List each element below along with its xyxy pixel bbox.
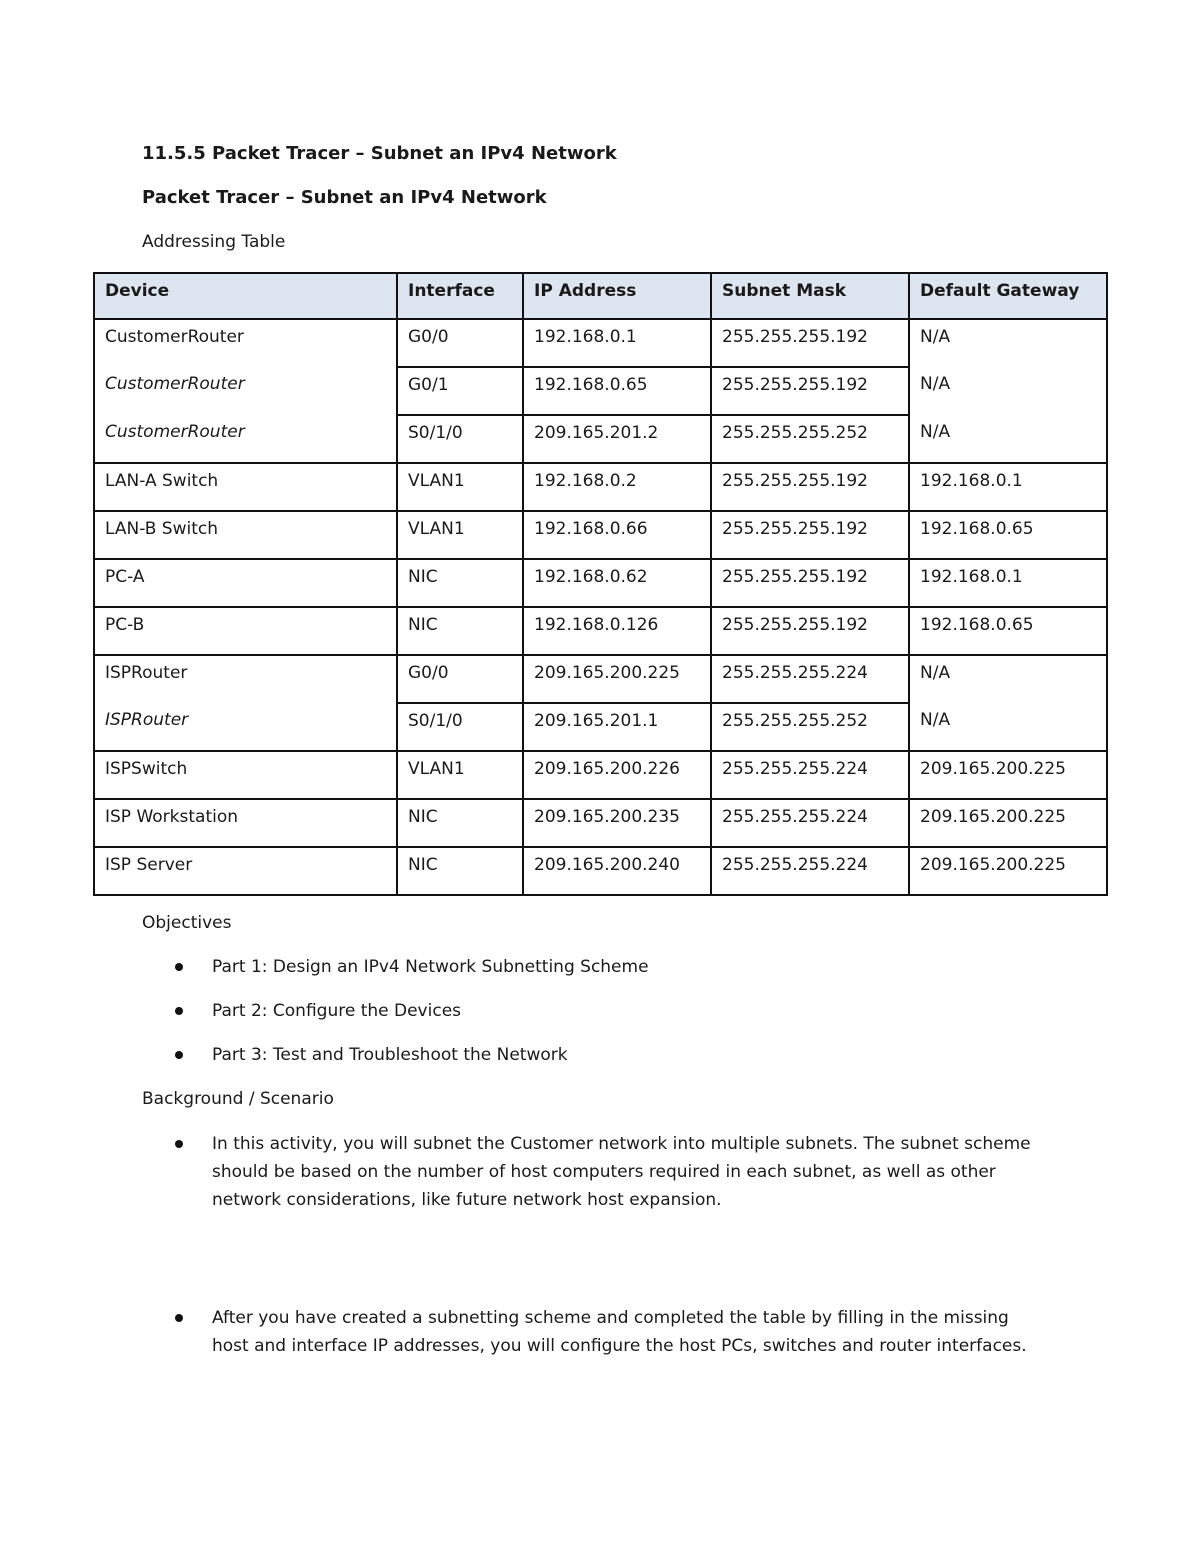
objective-text: Part 2: Configure the Devices: [212, 1001, 462, 1021]
table-row: [94, 655, 1107, 703]
cell-ip: 192.168.0.2: [523, 463, 711, 511]
background-text: In this activity, you will subnet the Customer network into multiple subnets. The subnet scheme should be based on the number of host computers required in each subnet, as well as other network considerations, like future network host expansion.: [212, 1134, 1031, 1210]
cell-interface: VLAN1: [397, 751, 523, 799]
addressing-table: [93, 272, 1108, 896]
cell-device: ISP Workstation: [94, 799, 397, 847]
cell-mask: 255.255.255.224: [711, 751, 909, 799]
table-row: [94, 415, 1107, 463]
cell-ip: 209.165.201.1: [523, 703, 711, 751]
cell-mask: 255.255.255.192: [711, 511, 909, 559]
cell-gateway: 209.165.200.225: [909, 751, 1107, 799]
background-heading: Background / Scenario: [142, 1089, 334, 1109]
table-row: [94, 511, 1107, 559]
addressing-table-label: Addressing Table: [142, 232, 286, 252]
table-row: [94, 751, 1107, 799]
cell-ip: 209.165.200.235: [523, 799, 711, 847]
table-row: [94, 607, 1107, 655]
table-row: [94, 559, 1107, 607]
bullet-icon: [175, 1314, 183, 1322]
cell-ip: 192.168.0.1: [523, 319, 711, 367]
cell-gateway: N/A: [909, 319, 1107, 367]
cell-device: PC-B: [94, 607, 397, 655]
cell-gateway: N/A: [909, 655, 1107, 703]
cell-device: CustomerRouter: [94, 367, 397, 415]
cell-ip: 209.165.201.2: [523, 415, 711, 463]
cell-ip: 209.165.200.226: [523, 751, 711, 799]
cell-ip: 209.165.200.225: [523, 655, 711, 703]
cell-gateway: 209.165.200.225: [909, 799, 1107, 847]
list-item: [170, 997, 1050, 1025]
objective-text: Part 3: Test and Troubleshoot the Network: [212, 1045, 568, 1065]
background-list-continued: [170, 1304, 1050, 1360]
table-row: [94, 799, 1107, 847]
cell-ip: 192.168.0.62: [523, 559, 711, 607]
cell-device: ISPSwitch: [94, 751, 397, 799]
cell-interface: NIC: [397, 847, 523, 895]
cell-gateway: N/A: [909, 703, 1107, 751]
cell-gateway: 192.168.0.65: [909, 511, 1107, 559]
header-device: Device: [94, 273, 397, 319]
table-row: [94, 703, 1107, 751]
cell-gateway: 192.168.0.1: [909, 559, 1107, 607]
cell-interface: NIC: [397, 559, 523, 607]
cell-mask: 255.255.255.192: [711, 463, 909, 511]
table-row: [94, 319, 1107, 367]
document-title: 11.5.5 Packet Tracer – Subnet an IPv4 Network: [142, 143, 617, 164]
cell-interface: G0/0: [397, 319, 523, 367]
cell-device: ISPRouter: [94, 655, 397, 703]
list-item: [170, 953, 1050, 981]
cell-mask: 255.255.255.252: [711, 703, 909, 751]
table-header-row: [94, 273, 1107, 319]
header-ip-address: IP Address: [523, 273, 711, 319]
cell-gateway: 192.168.0.1: [909, 463, 1107, 511]
cell-interface: VLAN1: [397, 511, 523, 559]
background-text: After you have created a subnetting scheme and completed the table by filling in the missing host and interface IP addresses, you will configure the host PCs, switches and router interfaces.: [212, 1308, 1027, 1356]
cell-ip: 192.168.0.65: [523, 367, 711, 415]
bullet-icon: [175, 1007, 183, 1015]
cell-gateway: 192.168.0.65: [909, 607, 1107, 655]
cell-interface: S0/1/0: [397, 415, 523, 463]
cell-mask: 255.255.255.192: [711, 319, 909, 367]
cell-mask: 255.255.255.224: [711, 799, 909, 847]
cell-mask: 255.255.255.252: [711, 415, 909, 463]
cell-device: LAN-A Switch: [94, 463, 397, 511]
cell-ip: 209.165.200.240: [523, 847, 711, 895]
cell-mask: 255.255.255.224: [711, 847, 909, 895]
cell-mask: 255.255.255.192: [711, 559, 909, 607]
cell-ip: 192.168.0.66: [523, 511, 711, 559]
bullet-icon: [175, 1051, 183, 1059]
list-item: [170, 1130, 1050, 1214]
cell-device: ISPRouter: [94, 703, 397, 751]
cell-mask: 255.255.255.192: [711, 607, 909, 655]
cell-gateway: 209.165.200.225: [909, 847, 1107, 895]
cell-gateway: N/A: [909, 415, 1107, 463]
cell-interface: NIC: [397, 799, 523, 847]
cell-interface: NIC: [397, 607, 523, 655]
cell-gateway: N/A: [909, 367, 1107, 415]
objective-text: Part 1: Design an IPv4 Network Subnetting Scheme: [212, 957, 649, 977]
list-item: [170, 1304, 1050, 1360]
cell-mask: 255.255.255.224: [711, 655, 909, 703]
cell-interface: VLAN1: [397, 463, 523, 511]
table-row: [94, 463, 1107, 511]
cell-interface: G0/1: [397, 367, 523, 415]
cell-device: ISP Server: [94, 847, 397, 895]
objectives-heading: Objectives: [142, 913, 232, 933]
table-row: [94, 367, 1107, 415]
cell-mask: 255.255.255.192: [711, 367, 909, 415]
bullet-icon: [175, 1140, 183, 1148]
cell-ip: 192.168.0.126: [523, 607, 711, 655]
cell-device: CustomerRouter: [94, 415, 397, 463]
list-item: [170, 1041, 1050, 1069]
background-list: [170, 1130, 1050, 1214]
header-default-gateway: Default Gateway: [909, 273, 1107, 319]
header-subnet-mask: Subnet Mask: [711, 273, 909, 319]
cell-device: LAN-B Switch: [94, 511, 397, 559]
table-row: [94, 847, 1107, 895]
objectives-list: [170, 953, 1050, 1085]
header-interface: Interface: [397, 273, 523, 319]
cell-device: CustomerRouter: [94, 319, 397, 367]
cell-interface: G0/0: [397, 655, 523, 703]
bullet-icon: [175, 963, 183, 971]
cell-device: PC-A: [94, 559, 397, 607]
cell-interface: S0/1/0: [397, 703, 523, 751]
document-subtitle: Packet Tracer – Subnet an IPv4 Network: [142, 187, 547, 208]
